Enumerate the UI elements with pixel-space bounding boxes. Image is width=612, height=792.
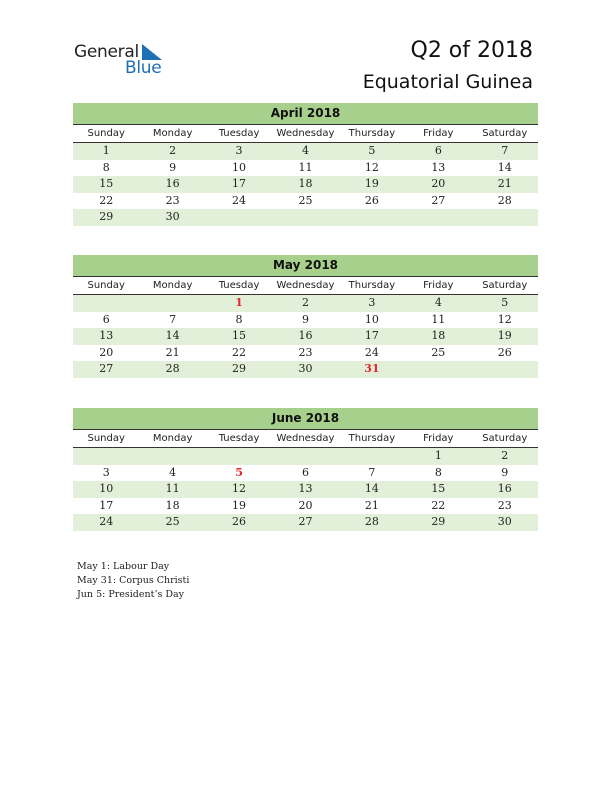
month-calendar-april [73,103,538,226]
weekday-label: Saturday [482,128,528,139]
day-cell: 19 [497,329,512,342]
weekday-label: Monday [152,433,193,444]
empty-day-cell [339,448,405,465]
empty-day-cell [139,295,205,312]
weekday-label: Friday [423,128,454,139]
holiday-note: May 31: Corpus Christi [77,575,190,586]
day-cell: 19 [232,498,247,512]
day-cell: 24 [364,345,379,359]
weekday-label: Wednesday [276,280,335,291]
holiday-day-cell: 1 [235,296,243,309]
holiday-day-cell: 5 [235,465,243,479]
month-header: May 2018 [73,255,538,277]
day-cell: 20 [298,498,313,512]
day-cell: 11 [431,312,446,326]
week-row [73,481,538,498]
day-cell: 29 [232,362,247,375]
day-cell: 28 [364,515,379,528]
weekday-header-row [73,125,538,143]
day-cell: 3 [368,296,376,309]
empty-day-cell [206,209,272,226]
weekday-label: Thursday [348,280,396,291]
day-cell: 27 [298,515,313,528]
logo-word-general: General [74,42,139,62]
logo-word-blue: Blue [125,58,162,78]
day-cell: 5 [368,144,376,157]
day-cell: 20 [99,345,114,359]
day-cell: 7 [169,312,177,326]
day-cell: 7 [501,144,509,157]
day-cell: 18 [298,177,313,190]
holiday-note: May 1: Labour Day [77,561,170,572]
day-cell: 8 [235,312,243,326]
day-cell: 23 [497,498,512,512]
day-cell: 4 [169,465,177,479]
day-cell: 4 [301,144,309,157]
week-row [73,345,538,362]
week-row [73,143,538,160]
day-cell: 17 [364,329,379,342]
weekday-label: Sunday [87,280,125,291]
day-cell: 23 [165,193,180,207]
day-cell: 16 [497,482,512,495]
week-row [73,312,538,329]
day-cell: 10 [364,312,379,326]
day-cell: 30 [298,362,313,375]
day-cell: 6 [301,465,309,479]
day-cell: 12 [364,160,379,174]
day-cell: 14 [364,482,379,495]
day-cell: 25 [165,515,180,528]
day-cell: 27 [99,362,114,375]
day-cell: 1 [102,144,110,157]
day-cell: 21 [364,498,379,512]
week-row [73,176,538,193]
day-cell: 20 [431,177,446,190]
day-cell: 10 [99,482,114,495]
weekday-label: Sunday [87,433,125,444]
day-cell: 13 [99,329,114,342]
week-row [73,448,538,465]
weekday-label: Tuesday [218,128,260,139]
day-cell: 14 [497,160,512,174]
day-cell: 2 [301,296,309,309]
day-cell: 4 [434,296,442,309]
day-cell: 28 [497,193,512,207]
day-cell: 22 [232,345,247,359]
weekday-label: Sunday [87,128,125,139]
weeks-container [73,448,538,531]
month-calendar-june [73,408,538,531]
day-cell: 12 [497,312,512,326]
empty-day-cell [472,209,538,226]
weekday-label: Monday [152,280,193,291]
day-cell: 30 [497,515,512,528]
day-cell: 27 [431,193,446,207]
brand-logo [74,42,174,78]
page-title: Q2 of 2018 [410,38,533,63]
day-cell: 1 [434,449,442,462]
day-cell: 10 [232,160,247,174]
day-cell: 30 [165,210,180,223]
day-cell: 24 [232,193,247,207]
empty-day-cell [206,448,272,465]
day-cell: 21 [165,345,180,359]
weekday-label: Tuesday [218,433,260,444]
day-cell: 13 [298,482,313,495]
holiday-day-cell: 31 [364,362,380,375]
day-cell: 2 [501,449,509,462]
day-cell: 29 [99,210,114,223]
week-row [73,209,538,226]
weekday-label: Thursday [348,433,396,444]
day-cell: 9 [501,465,509,479]
day-cell: 6 [434,144,442,157]
day-cell: 17 [232,177,247,190]
week-row [73,498,538,515]
day-cell: 21 [497,177,512,190]
day-cell: 26 [497,345,512,359]
weekday-label: Friday [423,280,454,291]
empty-day-cell [73,295,139,312]
empty-day-cell [73,448,139,465]
empty-day-cell [472,361,538,378]
day-cell: 19 [364,177,379,190]
week-row [73,193,538,210]
empty-day-cell [339,209,405,226]
day-cell: 15 [431,482,446,495]
weekday-label: Wednesday [276,433,335,444]
weekday-label: Thursday [348,128,396,139]
day-cell: 9 [169,160,177,174]
day-cell: 26 [364,193,379,207]
month-calendar-may [73,255,538,378]
day-cell: 15 [99,177,114,190]
week-row [73,160,538,177]
week-row [73,295,538,312]
empty-day-cell [272,448,338,465]
day-cell: 7 [368,465,376,479]
weeks-container [73,295,538,378]
day-cell: 14 [165,329,180,342]
weekday-header-row [73,430,538,448]
day-cell: 22 [431,498,446,512]
weekday-label: Saturday [482,280,528,291]
day-cell: 6 [102,312,110,326]
day-cell: 8 [434,465,442,479]
holiday-notes [77,560,189,602]
day-cell: 18 [431,329,446,342]
day-cell: 28 [165,362,180,375]
weekday-label: Wednesday [276,128,335,139]
day-cell: 24 [99,515,114,528]
day-cell: 16 [298,329,313,342]
day-cell: 16 [165,177,180,190]
country-subtitle: Equatorial Guinea [362,71,533,93]
day-cell: 13 [431,160,446,174]
day-cell: 15 [232,329,247,342]
week-row [73,361,538,378]
holiday-note: Jun 5: President’s Day [77,589,185,600]
weekday-label: Tuesday [218,280,260,291]
weeks-container [73,143,538,226]
weekday-label: Saturday [482,433,528,444]
month-header: April 2018 [73,103,538,125]
day-cell: 18 [165,498,180,512]
day-cell: 26 [232,515,247,528]
weekday-header-row [73,277,538,295]
day-cell: 8 [102,160,110,174]
day-cell: 29 [431,515,446,528]
day-cell: 17 [99,498,114,512]
weekday-label: Monday [152,128,193,139]
month-header: June 2018 [73,408,538,430]
empty-day-cell [272,209,338,226]
day-cell: 25 [431,345,446,359]
empty-day-cell [405,209,471,226]
day-cell: 22 [99,193,114,207]
week-row [73,328,538,345]
day-cell: 23 [298,345,313,359]
day-cell: 25 [298,193,313,207]
day-cell: 3 [102,465,110,479]
day-cell: 2 [169,144,177,157]
day-cell: 12 [232,482,247,495]
day-cell: 3 [235,144,243,157]
empty-day-cell [405,361,471,378]
day-cell: 9 [301,312,309,326]
empty-day-cell [139,448,205,465]
week-row [73,465,538,482]
day-cell: 5 [501,296,509,309]
day-cell: 11 [165,482,180,495]
weekday-label: Friday [423,433,454,444]
week-row [73,514,538,531]
day-cell: 11 [298,160,313,174]
